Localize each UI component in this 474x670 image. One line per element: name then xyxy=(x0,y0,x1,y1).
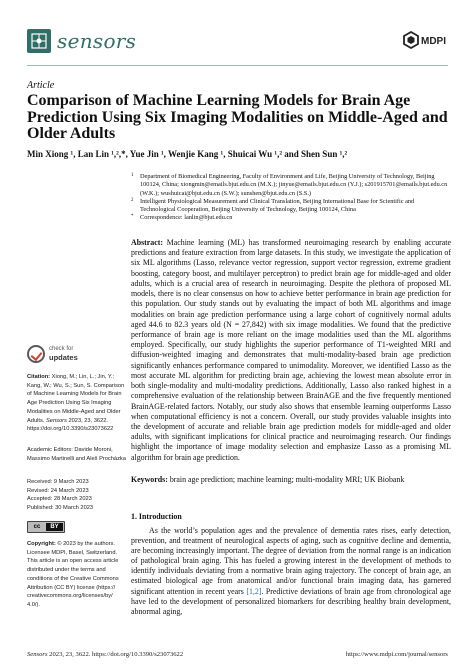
received-date: Received: 9 March 2023 xyxy=(27,479,89,485)
article-type: Article xyxy=(27,80,55,91)
author-list: Min Xiong ¹, Lan Lin ¹,²,*, Yue Jin ¹, Wenjie Kang ¹, Shuicai Wu ¹,² and Shen Sun ¹,² xyxy=(27,149,348,159)
keywords-text: brain age prediction; machine learning; multi-modality MRI; UK Biobank xyxy=(169,475,405,484)
header-divider xyxy=(27,65,448,66)
check-updates-icon xyxy=(27,345,45,363)
revised-date: Revised: 24 March 2023 xyxy=(27,487,89,494)
dates-block xyxy=(27,478,127,513)
affiliation-number: * xyxy=(131,214,134,220)
affiliation-item xyxy=(131,198,448,215)
affiliation-text: Department of Biomedical Engineering, Faculty of Environment and Life, Beijing University of Technology, Beijing 100124, China; xiongmin@emails.bjut.edu.cn (M.X.); jinyue@emails.bjut.edu.cn (Y.J.); s201915701@emails.bjut.edu.cn (W.K.); wushuicai@bjut.edu.cn (S.W.); sunshen@bjut.edu.cn (S.S.) xyxy=(140,173,448,197)
cc-icon: cc xyxy=(33,524,41,530)
sensors-logo-icon xyxy=(27,29,51,53)
journal-header xyxy=(27,29,448,55)
check-for-updates-button[interactable] xyxy=(27,345,107,367)
copyright-text: © 2023 by the authors. Licensee MDPI, Basel, Switzerland. This article is an open access article distributed under the terms and conditions of the Creative Commons Attribution (CC BY) license (https:// creativecommons.org/licenses/by/ 4.0/). xyxy=(27,541,119,608)
page-title: Comparison of Machine Learning Models for Brain Age Prediction Using Six Imaging Modalities on Middle-Aged and Older Adults xyxy=(27,92,448,142)
abstract xyxy=(131,238,451,463)
mdpi-logo[interactable] xyxy=(402,31,448,51)
citation-label: Citation: xyxy=(27,374,51,380)
correspondence-text[interactable]: Correspondence: lanlin@bjut.edu.cn xyxy=(140,214,233,222)
citation-journal: Sensors xyxy=(45,417,67,424)
published-date: Published: 30 March 2023 xyxy=(27,505,94,512)
abstract-text: Machine learning (ML) has transformed neuroimaging research by enabling accurate predictions and feature extraction from large datasets. In this study, we investigate the application of six ML algorithms (Lasso, relevance vector regression, support vector regression, extreme gradient boosting, category boost, and multilayer perceptron) to predict brain age for middle-aged and older adults, which is a crucial area of research in neuroimaging. Despite the plethora of proposed ML models, there is no clear consensus on how to achieve better performance in brain age prediction for this population. Our study stands out by evaluating the impact of both ML algorithms and image modalities on brain age prediction performance using a large cohort of cognitively normal adults aged 44.6 to 82.3 years old (N = 27,842) with six image modalities. We found that the predictive performance of brain age is more reliant on the image modalities used than the ML algorithms employed. Specifically, our study highlights the superior performance of T1-weighted MRI and diffusion-weighted imaging and demonstrates that multi-modality-based brain age prediction significantly enhances performance compared to unimodality. Moreover, we identified Lasso as the most accurate ML algorithm for predicting brain age, achieving the lowest mean absolute error in both single-modality and multi-modality predictions. Additionally, Lasso also ranked highest in a comprehensive evaluation of the relationship between BrainAGE and the five frequently mentioned BrainAGE-related factors. Notably, our study also shows that ensemble learning outperforms Lasso when computational efficiency is not a concern. Overall, our study provides valuable insights into the development of accurate and reliable brain age prediction models for middle-aged and older adults, with significant implications for clinical practice and neuroimaging research. Our findings highlight the importance of image modality selection and emphasize Lasso as a promising ML algorithm for brain age prediction. xyxy=(131,238,452,462)
citation-doi[interactable]: 2023, 23, 3622. https://doi.org/10.3390/s23073622 xyxy=(27,417,114,433)
mdpi-hexagon-icon xyxy=(402,31,420,49)
by-icon: BY xyxy=(46,523,63,531)
footer-journal-url[interactable]: https://www.mdpi.com/journal/sensors xyxy=(345,651,448,658)
introduction-text xyxy=(131,526,451,617)
citation-block xyxy=(27,373,127,434)
cc-by-license-badge[interactable] xyxy=(27,521,65,533)
citation-text: Xiong, M.; Lin, L.; Jin, Y.; Kang, W.; Wu, S.; Sun, S. Comparison of Machine Learning Models for Brain Age Prediction Using Six Imaging Modalities on Middle-Aged and Older Adults. xyxy=(27,374,125,424)
keywords-label: Keywords: xyxy=(131,475,168,484)
intro-text-part2: . Predictive deviations of brain age from chronological age have led to the development of personalized biomarkers for describing healthy brain development, abnormal aging, xyxy=(131,586,451,616)
copyright-block xyxy=(27,540,127,610)
reference-link[interactable]: [1,2] xyxy=(246,586,262,596)
affiliation-item xyxy=(131,214,448,222)
affiliation-item xyxy=(131,173,448,198)
check-updates-label-small: check for xyxy=(49,346,74,352)
mdpi-label: MDPI xyxy=(421,36,446,47)
academic-editors: Academic Editors: Davide Moroni, Massimo Martinelli and Aleš Procházka xyxy=(27,447,126,462)
check-updates-label: updates xyxy=(49,353,78,362)
intro-text-part1: As the world’s population ages and the prevalence of dementia rates rises, early detection, prevention, and treatment of neurological aspects of aging, such as cognitive decline and dementia, are becoming increasingly important. The degree of deviation from the normal range is an indication of pathological brain aging. This has fueled a growing interest in the development of methods to identify individuals deviating from a normative brain aging trajectory. The concept of brain age, an estimated biological age from anatomical and/or functional brain imaging data, has garnered significant attention in recent years xyxy=(131,526,451,596)
affiliation-number: 1 xyxy=(131,173,134,178)
footer-journal: Sensors xyxy=(27,651,48,658)
page-footer xyxy=(27,651,448,658)
abstract-label: Abstract: xyxy=(131,238,163,247)
journal-name[interactable]: sensors xyxy=(57,29,137,53)
affiliations xyxy=(131,173,448,223)
keywords xyxy=(131,475,451,484)
affiliation-text: Intelligent Physiological Measurement and Clinical Translation, Beijing International Base for Scientific and Technological Cooperation, Beijing University of Technology, Beijing 100124, China xyxy=(140,197,415,214)
affiliation-number: 2 xyxy=(131,197,134,203)
section-heading-introduction: 1. Introduction xyxy=(131,512,182,521)
footer-citation[interactable]: 2023, 23, 3622. https://doi.org/10.3390/s23073622 xyxy=(49,651,184,658)
accepted-date: Accepted: 28 March 2023 xyxy=(27,496,92,503)
copyright-label: Copyright: xyxy=(27,541,56,547)
